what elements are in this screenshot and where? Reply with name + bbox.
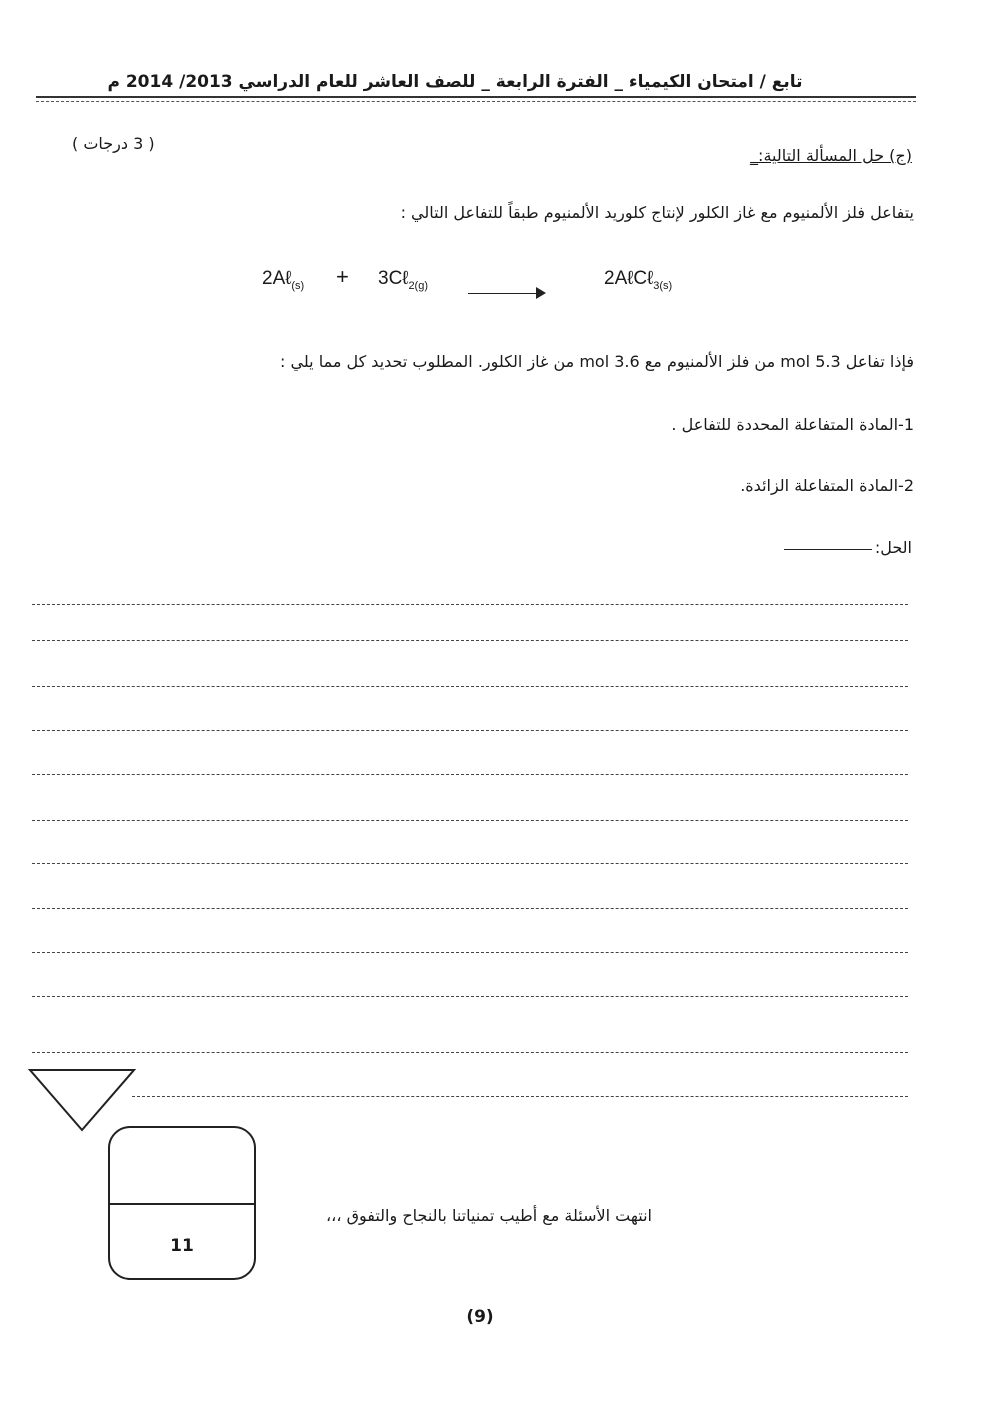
question-marks: ( 3 درجات ) <box>72 134 155 153</box>
answer-line[interactable] <box>32 996 908 997</box>
question-intro: يتفاعل فلز الألمنيوم مع غاز الكلور لإنتاج كلوريد الألمنيوم طبقاً للتفاعل التالي : <box>400 203 914 222</box>
answer-line[interactable] <box>132 1096 908 1097</box>
page-number: (9) <box>466 1307 494 1327</box>
answer-line[interactable] <box>32 730 908 731</box>
answer-line[interactable] <box>32 640 908 641</box>
answer-line[interactable] <box>32 863 908 864</box>
closing-message: انتهت الأسئلة مع أطيب تمنياتنا بالنجاح والتفوق ،،، <box>326 1206 652 1225</box>
answer-line[interactable] <box>32 952 908 953</box>
answer-line[interactable] <box>32 774 908 775</box>
question-given: فإذا تفاعل 5.3 mol من فلز الألمنيوم مع 3.6 mol من غاز الكلور. المطلوب تحديد كل مما يلي : <box>280 352 914 371</box>
score-box-divider <box>110 1203 254 1205</box>
question-item-2: 2-المادة المتفاعلة الزائدة. <box>740 476 914 495</box>
score-total: 11 <box>170 1236 194 1256</box>
solution-label-underline <box>784 549 872 550</box>
equation-reactant-1: 2Aℓ$_{(s)}$ <box>262 268 305 292</box>
answer-line[interactable] <box>32 908 908 909</box>
question-label: (ج) حل المسألة التالية:_ <box>750 146 912 165</box>
equation-arrow <box>468 293 540 294</box>
equation-reactant-2: 3Cℓ$_{2(g)}$ <box>378 268 428 292</box>
header-rule-dashed <box>36 101 916 102</box>
equation-plus: + <box>336 264 349 289</box>
answer-line[interactable] <box>32 604 908 605</box>
question-item-1: 1-المادة المتفاعلة المحددة للتفاعل . <box>671 415 914 434</box>
equation-arrow-head <box>536 287 546 299</box>
down-triangle-icon <box>28 1068 136 1134</box>
header-rule <box>36 96 916 98</box>
answer-line[interactable] <box>32 820 908 821</box>
answer-line[interactable] <box>32 686 908 687</box>
solution-label: الحل: <box>874 538 912 557</box>
equation-product: 2AℓCℓ$_{3(s)}$ <box>604 268 673 292</box>
exam-header-title: تابع / امتحان الكيمياء _ الفترة الرابعة _ للصف العاشر للعام الدراسي 2013/ 2014 م <box>107 72 803 92</box>
answer-line[interactable] <box>32 1052 908 1053</box>
